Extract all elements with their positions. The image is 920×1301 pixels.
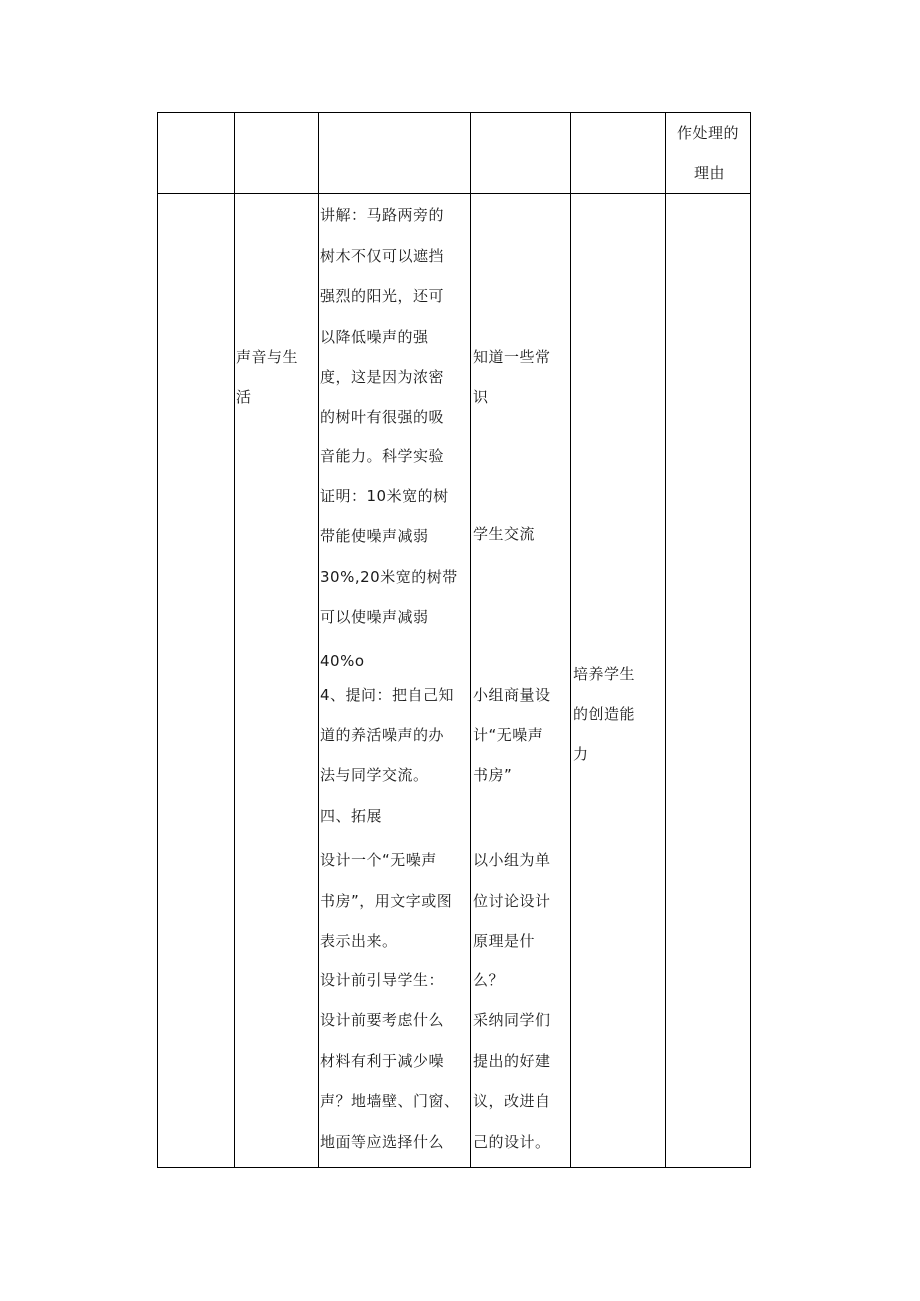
content-cell-line: 四、拓展 <box>320 807 383 825</box>
column-border-4 <box>470 112 471 1168</box>
content-cell-line: 30%,20米宽的树带 <box>320 568 458 586</box>
content-cell-line: 音能力。科学实验 <box>320 447 445 465</box>
content-cell-line: 地面等应选择什么 <box>320 1133 445 1151</box>
objective-cell-line: 的创造能 <box>573 705 636 723</box>
column-border-3 <box>318 112 319 1168</box>
activity-cell-line: 么？ <box>473 971 505 989</box>
column-border-5 <box>570 112 571 1168</box>
content-cell-line: 证明：10米宽的树 <box>320 487 449 505</box>
activity-cell-line: 书房” <box>473 766 513 784</box>
activity-cell-line: 采纳同学们 <box>473 1011 551 1029</box>
content-cell-line: 材料有利于减少噪 <box>320 1052 445 1070</box>
objective-cell-line: 力 <box>573 745 589 763</box>
content-cell-line: 以降低噪声的强 <box>320 328 429 346</box>
content-cell-line: 书房”，用文字或图 <box>320 892 453 910</box>
activity-cell-line: 知道一些常 <box>473 348 551 366</box>
header-row-divider <box>157 193 751 194</box>
activity-cell-line: 以小组为单 <box>473 851 551 869</box>
column-border-7 <box>750 112 751 1168</box>
content-cell-line: 设计前引导学生： <box>320 971 445 989</box>
content-cell-line: 道的养活噪声的办 <box>320 726 445 744</box>
header-cell-reason-line1: 作处理的 <box>677 124 740 142</box>
table-bottom-border <box>157 1167 751 1168</box>
activity-cell-line: 学生交流 <box>473 525 536 543</box>
content-cell-line: 度，这是因为浓密 <box>320 368 445 386</box>
activity-cell-line: 议，改进自 <box>473 1092 551 1110</box>
content-cell-line: 强烈的阳光，还可 <box>320 287 445 305</box>
content-cell-line: 可以使噪声减弱 <box>320 608 429 626</box>
column-border-2 <box>234 112 235 1168</box>
topic-cell-line: 声音与生 <box>236 348 299 366</box>
activity-cell-line: 位讨论设计 <box>473 892 551 910</box>
content-cell-line: 带能使噪声减弱 <box>320 527 429 545</box>
content-cell-line: 声？地墙壁、门窗、 <box>320 1092 460 1110</box>
content-cell-line: 的树叶有很强的吸 <box>320 408 445 426</box>
activity-cell-line: 原理是什 <box>473 932 536 950</box>
objective-cell-line: 培养学生 <box>573 665 636 683</box>
activity-cell-line: 计“无噪声 <box>473 726 544 744</box>
activity-cell-line: 识 <box>473 388 489 406</box>
table-top-border <box>157 112 751 113</box>
activity-cell-line: 己的设计。 <box>473 1133 551 1151</box>
header-cell-reason-line2: 理由 <box>694 164 726 182</box>
activity-cell-line: 小组商量设 <box>473 686 551 704</box>
content-cell-line: 法与同学交流。 <box>320 766 429 784</box>
content-cell-line: 40%o <box>320 652 365 670</box>
content-cell-line: 设计前要考虑什么 <box>320 1011 445 1029</box>
column-border-1 <box>157 112 158 1168</box>
activity-cell-line: 提出的好建 <box>473 1052 551 1070</box>
column-border-6 <box>665 112 666 1168</box>
content-cell-line: 设计一个“无噪声 <box>320 851 437 869</box>
topic-cell-line: 活 <box>236 388 252 406</box>
content-cell-line: 树木不仅可以遮挡 <box>320 247 445 265</box>
content-cell-line: 讲解：马路两旁的 <box>320 206 445 224</box>
content-cell-line: 4、提问：把自己知 <box>320 686 455 704</box>
content-cell-line: 表示出来。 <box>320 932 398 950</box>
